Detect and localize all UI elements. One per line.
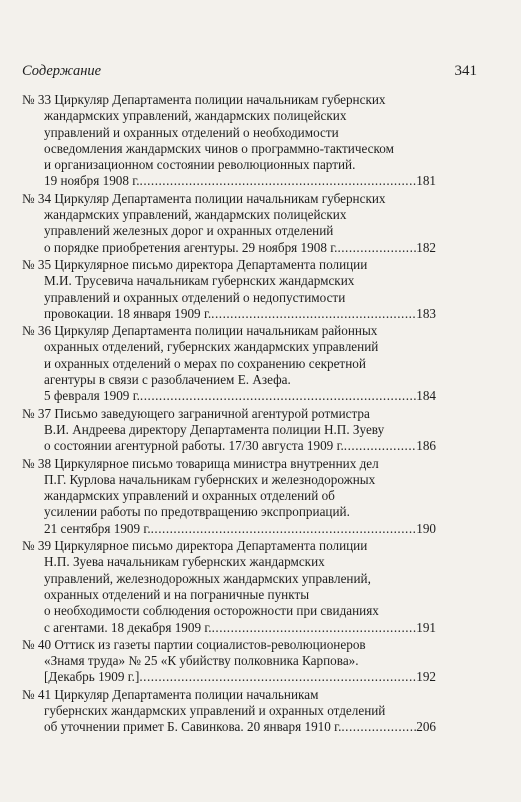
toc-entry-last-line xyxy=(22,620,436,636)
section-title: Содержание xyxy=(22,63,102,79)
dot-leader xyxy=(211,306,416,322)
toc-entry-date: о состоянии агентурной работы. 17/30 августа 1909 г. xyxy=(44,438,344,454)
toc-entry-last-line xyxy=(22,669,436,685)
toc-entry-line: М.И. Трусевича начальникам губернских жандармских xyxy=(44,273,355,289)
toc-page-number: 184 xyxy=(416,388,436,404)
toc-page-number: 182 xyxy=(416,239,436,255)
toc-entry-line: охранных отделений, губернских жандармских управлений xyxy=(44,339,379,355)
running-header xyxy=(22,63,477,80)
toc-entry-line: и охранных отделений о мерах по сохранению секретной xyxy=(44,355,366,371)
toc-entry-date: о порядке приобретения агентуры. 29 ноября 1908 г. xyxy=(44,239,338,255)
toc-entry-line: жандармских управлений, жандармских полицейских xyxy=(44,207,347,223)
toc-page-number: 181 xyxy=(416,173,436,189)
toc-entry-heading: № 33 Циркуляр Департамента полиции начальникам губернских xyxy=(22,92,386,107)
toc-entry-line: усилении работы по предотвращению экспроприаций. xyxy=(44,504,350,520)
dot-leader xyxy=(139,669,416,685)
dot-leader xyxy=(344,438,416,454)
toc-entry-date: 21 сентября 1909 г. xyxy=(44,520,151,536)
toc-entry-date: с агентами. 18 декабря 1909 г. xyxy=(44,619,212,635)
toc-entry xyxy=(22,538,436,636)
toc-entry-line: жандармских управлений, жандармских полицейских xyxy=(44,108,347,124)
toc-entry-line: В.И. Андреева директору Департамента полиции Н.П. Зуеву xyxy=(44,421,385,437)
toc-entry-line: охранных отделений и на пограничные пункты xyxy=(44,586,310,602)
toc-entry-line: Н.П. Зуева начальникам губернских жандармских xyxy=(44,554,325,570)
toc-entry-line: «Знамя труда» № 25 «К убийству полковника Карпова». xyxy=(44,653,359,669)
toc-entry-date: [Декабрь 1909 г.] xyxy=(44,669,140,685)
toc-page-number: 190 xyxy=(416,520,436,536)
toc-entry-line: управлений и охранных отделений о недопустимости xyxy=(44,289,346,305)
toc-entry-heading: № 36 Циркуляр Департамента полиции начальникам районных xyxy=(22,323,378,339)
toc-page-number: 191 xyxy=(416,619,436,635)
toc-page-number: 206 xyxy=(416,719,436,735)
toc-entry-line: о необходимости соблюдения осторожности при свиданиях xyxy=(44,603,379,619)
toc-entry-heading: № 37 Письмо заведующего заграничной агентурой ротмистра xyxy=(22,405,370,421)
toc-entry-line: агентуры в связи с разоблачением Е. Азефа. xyxy=(44,372,291,388)
toc-entry-heading: № 38 Циркулярное письмо товарища министра внутренних дел xyxy=(22,455,379,471)
toc-entry-heading: № 39 Циркулярное письмо директора Департамента полиции xyxy=(22,538,368,554)
toc-entry-line: управлений и охранных отделений о необходимости xyxy=(44,124,339,140)
toc-entry-line: губернских жандармских управлений и охранных отделений xyxy=(44,702,386,718)
toc-entry-date: об уточнении примет Б. Савинкова. 20 января 1910 г. xyxy=(44,719,342,735)
toc-entry xyxy=(22,687,436,736)
dot-leader xyxy=(212,620,417,636)
dot-leader xyxy=(337,240,416,256)
toc-entry-line: управлений железных дорог и охранных отделений xyxy=(44,223,334,239)
toc-page-number: 192 xyxy=(416,669,436,685)
toc-entry-line: П.Г. Курлова начальникам губернских и железнодорожных xyxy=(44,471,376,487)
toc-entry-line: управлений, железнодорожных жандармских управлений, xyxy=(44,570,371,586)
dot-leader xyxy=(140,173,417,189)
toc-entry-line: жандармских управлений и охранных отделений об xyxy=(44,488,335,504)
toc-entry xyxy=(22,637,436,686)
toc-entry-last-line xyxy=(22,240,436,256)
toc-entry-last-line xyxy=(22,521,436,537)
toc-entry-date: 5 февраля 1909 г. xyxy=(44,388,140,404)
toc-entry xyxy=(22,323,436,404)
toc-entry-last-line xyxy=(22,173,436,189)
toc-entry-heading: № 35 Циркулярное письмо директора Департамента полиции xyxy=(22,256,368,272)
toc-entry-line: и организационном состоянии революционных партий. xyxy=(44,157,356,173)
toc-entry-date: 19 ноября 1908 г. xyxy=(44,173,140,189)
toc-entry xyxy=(22,92,436,190)
dot-leader xyxy=(151,521,417,537)
toc-page-number: 186 xyxy=(416,438,436,454)
table-of-contents xyxy=(22,92,436,737)
page-number: 341 xyxy=(454,63,477,79)
toc-entry xyxy=(22,191,436,256)
toc-entry xyxy=(22,456,436,537)
toc-entry-last-line xyxy=(22,388,436,404)
toc-entry-last-line xyxy=(22,306,436,322)
toc-entry xyxy=(22,257,436,322)
dot-leader xyxy=(140,388,416,404)
toc-entry-heading: № 40 Оттиск из газеты партии социалистов-революционеров xyxy=(22,636,366,652)
toc-entry-last-line xyxy=(22,438,436,454)
toc-entry-date: провокации. 18 января 1909 г. xyxy=(44,305,212,321)
toc-entry-heading: № 34 Циркуляр Департамента полиции начальникам губернских xyxy=(22,190,386,206)
toc-entry-heading: № 41 Циркуляр Департамента полиции начальникам xyxy=(22,686,319,702)
dot-leader xyxy=(341,719,416,735)
toc-page-number: 183 xyxy=(416,305,436,321)
toc-entry xyxy=(22,406,436,455)
toc-entry-last-line xyxy=(22,719,436,735)
toc-entry-line: осведомления жандармских чинов о программно-тактическом xyxy=(44,140,394,156)
